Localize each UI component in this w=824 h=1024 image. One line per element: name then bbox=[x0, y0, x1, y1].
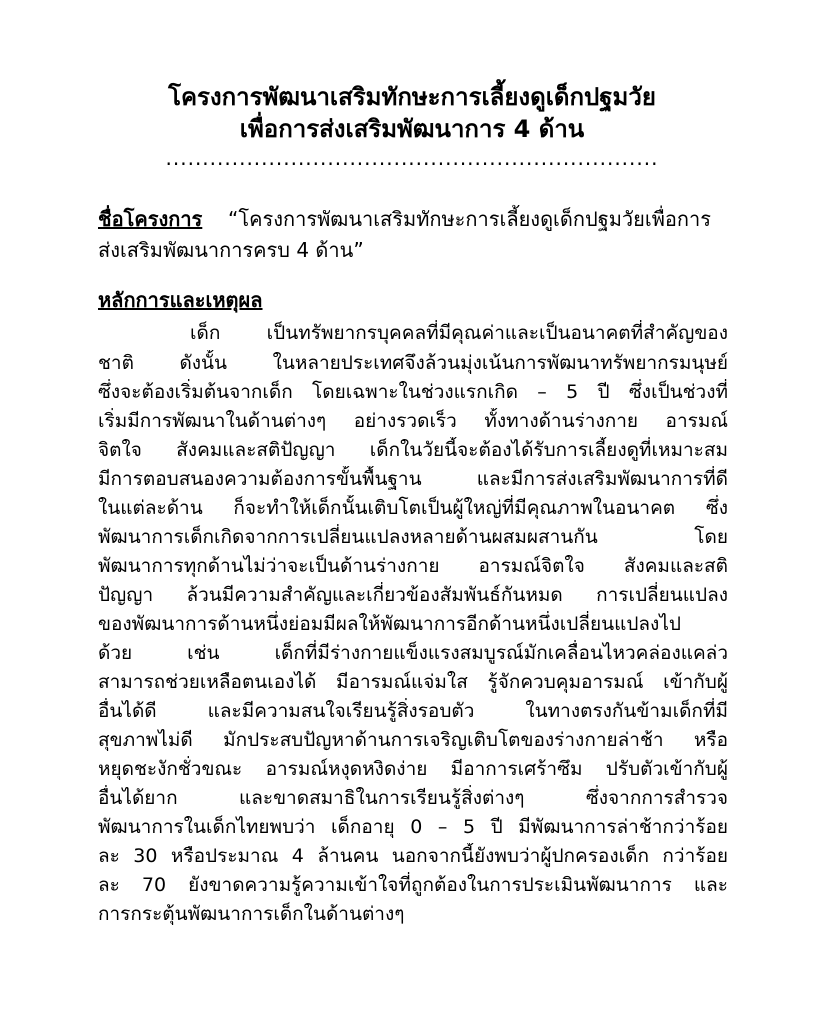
body-line: พัฒนาการทุกด้านไม่ว่าจะเป็นด้านร่างกาย อารมณ์จิตใจ สังคมและสติ bbox=[98, 555, 728, 577]
body-line: ของพัฒนาการด้านหนึ่งย่อมมีผลให้พัฒนาการอีกด้านหนึ่งเปลี่ยนแปลงไป bbox=[98, 613, 681, 635]
body-line: ละ 70 ยังขาดความรู้ความเข้าใจที่ถูกต้องในการประเมินพัฒนาการ และ bbox=[98, 874, 728, 896]
body-line: เริ่มมีการพัฒนาในด้านต่างๆ อย่างรวดเร็ว ทั้งทางด้านร่างกาย อารมณ์ bbox=[98, 410, 728, 432]
body-line: พัฒนาการเด็กเกิดจากการเปลี่ยนแปลงหลายด้านผสมผสานกัน โดย bbox=[98, 526, 728, 548]
project-name-line-2: ส่งเสริมพัฒนาการครบ 4 ด้าน” bbox=[98, 238, 364, 262]
section-heading: หลักการและเหตุผล bbox=[98, 288, 263, 312]
body-line: จิตใจ สังคมและสติปัญญา เด็กในวัยนี้จะต้องได้รับการเลี้ยงดูที่เหมาะสม bbox=[98, 439, 728, 461]
body-line: พัฒนาการในเด็กไทยพบว่า เด็กอายุ 0 – 5 ปี มีพัฒนาการล่าช้ากว่าร้อย bbox=[98, 816, 728, 838]
body-line: อื่นได้ดี และมีความสนใจเรียนรู้สิ่งรอบตัว ในทางตรงกันข้ามเด็กที่มี bbox=[98, 700, 728, 722]
body-line: สุขภาพไม่ดี มักประสบปัญหาด้านการเจริญเติบโตของร่างกายล่าช้า หรือ bbox=[98, 729, 728, 751]
body-line: ซึ่งจะต้องเริ่มต้นจากเด็ก โดยเฉพาะในช่วงแรกเกิด – 5 ปี ซึ่งเป็นช่วงที่ bbox=[98, 381, 728, 403]
body-line: ด้วย เช่น เด็กที่มีร่างกายแข็งแรงสมบูรณ์มักเคลื่อนไหวคล่องแคล่ว bbox=[98, 642, 728, 664]
body-line: ในแต่ละด้าน ก็จะทำให้เด็กนั้นเติบโตเป็นผู้ใหญ่ที่มีคุณภาพในอนาคต ซึ่ง bbox=[98, 497, 728, 519]
project-label: ชื่อโครงการ bbox=[98, 207, 203, 231]
body-line: หยุดชะงักชั่วขณะ อารมณ์หงุดหงิดง่าย มีอาการเศร้าซึม ปรับตัวเข้ากับผู้ bbox=[98, 758, 728, 780]
body-line: เด็ก เป็นทรัพยากรบุคคลที่มีคุณค่าและเป็นอนาคตที่สำคัญของ bbox=[190, 322, 728, 344]
body-line: ละ 30 หรือประมาณ 4 ล้านคน นอกจากนี้ยังพบว่าผู้ปกครองเด็ก กว่าร้อย bbox=[98, 845, 728, 867]
body-line: สามารถช่วยเหลือตนเองได้ มีอารมณ์แจ่มใส รู้จักควบคุมอารมณ์ เข้ากับผู้ bbox=[98, 671, 728, 693]
project-name-line-1: “โครงการพัฒนาเสริมทักษะการเลี้ยงดูเด็กปฐมวัยเพื่อการ bbox=[228, 207, 711, 231]
body-line: อื่นได้ยาก และขาดสมาธิในการเรียนรู้สิ่งต่างๆ ซึ่งจากการสำรวจ bbox=[98, 787, 728, 809]
body-line: ชาติ ดังนั้น ในหลายประเทศจึงล้วนมุ่งเน้นการพัฒนาทรัพยากรมนุษย์ bbox=[98, 352, 728, 374]
body-line: การกระตุ้นพัฒนาการเด็กในด้านต่างๆ bbox=[98, 903, 405, 925]
body-line: มีการตอบสนองความต้องการขั้นพื้นฐาน และมีการส่งเสริมพัฒนาการที่ดี bbox=[98, 468, 728, 490]
document-title-line-1: โครงการพัฒนาเสริมทักษะการเลี้ยงดูเด็กปฐมวัย bbox=[168, 83, 656, 111]
document-title-line-2: เพื่อการส่งเสริมพัฒนาการ 4 ด้าน bbox=[239, 115, 585, 143]
body-line: ปัญญา ล้วนมีความสำคัญและเกี่ยวข้องสัมพันธ์กันหมด การเปลี่ยนแปลง bbox=[98, 584, 728, 606]
dotted-divider: ................................................................... bbox=[165, 146, 659, 170]
